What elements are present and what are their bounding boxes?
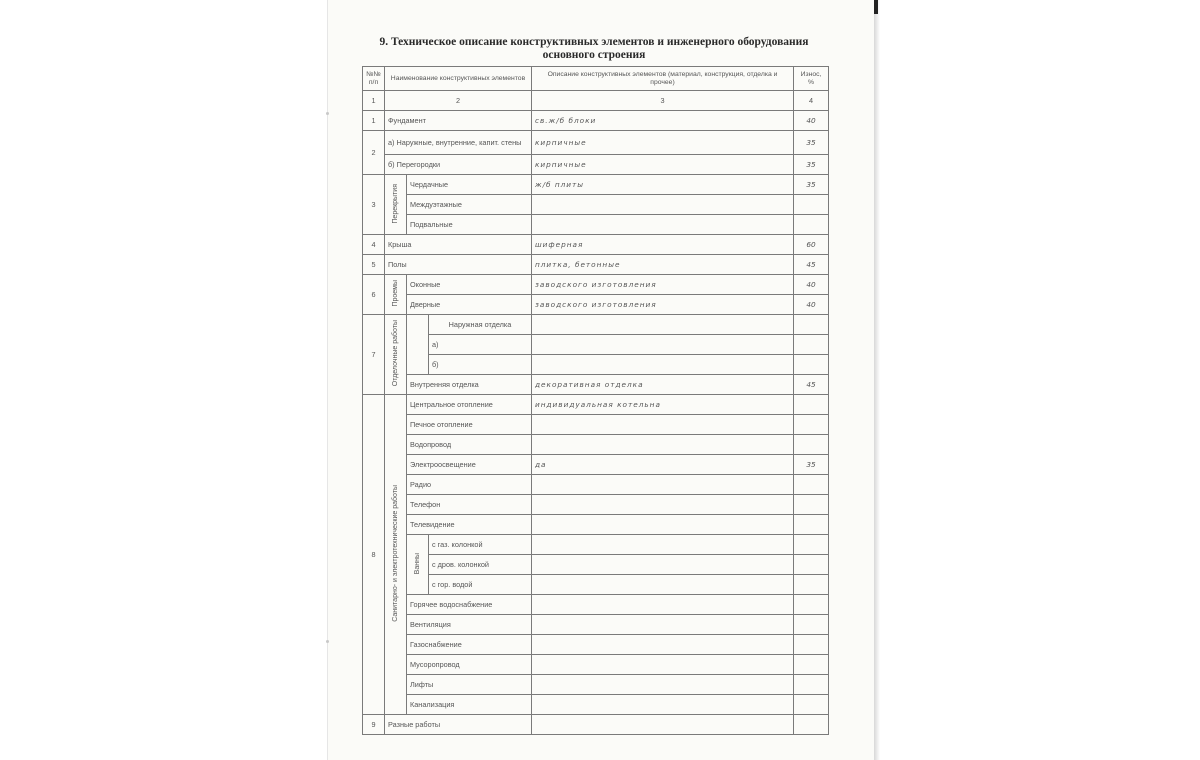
row-label: Вентиляция [407,615,532,635]
row-label: Фундамент [385,111,532,131]
row-wear [794,395,829,415]
row-label: с газ. колонкой [429,535,532,555]
table-row [363,595,829,615]
row-label: Телефон [407,495,532,515]
row-wear: 35 [794,155,829,175]
row-value: индивидуальная котельна [532,395,794,415]
header-row [363,67,829,91]
row-value [532,695,794,715]
row-value: заводского изготовления [532,275,794,295]
section-title: 9. Техническое описание конструктивных элементов и инженерного оборудования основного строения [379,36,809,61]
row-label: Мусоропровод [407,655,532,675]
row-num: 4 [363,235,385,255]
row-label: б) Перегородки [385,155,532,175]
row-wear: 35 [794,175,829,195]
row-wear [794,655,829,675]
row-wear [794,355,829,375]
row-wear [794,415,829,435]
row-label: Чердачные [407,175,532,195]
table-row [363,515,829,535]
row-wear: 40 [794,275,829,295]
bath-group-cell [407,535,429,595]
row-label: Лифты [407,675,532,695]
row-value [532,335,794,355]
row-label: Полы [385,255,532,275]
row-value: заводского изготовления [532,295,794,315]
row-value [532,495,794,515]
table-row [363,475,829,495]
row-value: плитка, бетонные [532,255,794,275]
table-row [363,675,829,695]
group-label-cell [385,315,407,395]
row-value [532,355,794,375]
header-desc: Описание конструктивных элементов (материал, конструкция, отделка и прочее) [532,67,794,91]
row-label: с гор. водой [429,575,532,595]
row-wear [794,675,829,695]
table-row [363,495,829,515]
row-wear: 60 [794,235,829,255]
row-wear: 35 [794,131,829,155]
table-row [363,455,829,475]
row-wear: 40 [794,295,829,315]
table-row [363,175,829,195]
row-wear [794,335,829,355]
row-num: 7 [363,315,385,395]
row-num: 5 [363,255,385,275]
table-row [363,215,829,235]
group-label-cell [385,395,407,715]
row-label: Телевидение [407,515,532,535]
table-row [363,635,829,655]
group-label: Ванны [413,552,421,575]
table-row [363,395,829,415]
table-row [363,195,829,215]
row-label: Канализация [407,695,532,715]
row-value: декоративная отделка [532,375,794,395]
row-value: да [532,455,794,475]
row-value: шиферная [532,235,794,255]
row-label: а) Наружные, внутренние, капит. стены [385,131,532,155]
row-label: б) [429,355,532,375]
table-row [363,415,829,435]
row-wear [794,695,829,715]
row-value [532,655,794,675]
row-wear [794,575,829,595]
row-label: Внутренняя отделка [407,375,532,395]
row-value: кирпичные [532,155,794,175]
group-label: Отделочные работы [391,320,399,387]
table-row [363,235,829,255]
table-row [363,715,829,735]
col-number-3: 3 [532,91,794,111]
col-number-1: 1 [363,91,385,111]
row-value [532,595,794,615]
row-value [532,215,794,235]
table-row [363,555,829,575]
row-num: 2 [363,131,385,175]
row-value [532,435,794,455]
table-row [363,375,829,395]
row-num: 3 [363,175,385,235]
table-row [363,575,829,595]
row-num: 9 [363,715,385,735]
table-row [363,295,829,315]
row-label: Наружная отделка [429,315,532,335]
row-value [532,555,794,575]
row-wear [794,555,829,575]
row-wear: 40 [794,111,829,131]
table-row [363,131,829,155]
table-row [363,315,829,335]
row-label: Междуэтажные [407,195,532,215]
row-value [532,715,794,735]
row-wear [794,475,829,495]
row-wear [794,595,829,615]
row-wear [794,535,829,555]
header-num: №№ п/п [363,67,385,91]
table-row [363,335,829,355]
table-row [363,355,829,375]
row-value [532,475,794,495]
row-wear [794,515,829,535]
row-label: а) [429,335,532,355]
group-label-cell [385,175,407,235]
header-wear: Износ, % [794,67,829,91]
row-label: Водопровод [407,435,532,455]
row-num: 1 [363,111,385,131]
col-number-2: 2 [385,91,532,111]
row-label: Крыша [385,235,532,255]
table-row [363,255,829,275]
row-label: Оконные [407,275,532,295]
row-value [532,515,794,535]
row-label: Печное отопление [407,415,532,435]
group-label: Перекрытия [391,183,399,224]
row-label: Радио [407,475,532,495]
table-row [363,615,829,635]
table-row [363,435,829,455]
header-name: Наименование конструктивных элементов [385,67,532,91]
row-value: кирпичные [532,131,794,155]
row-label: Подвальные [407,215,532,235]
row-num: 6 [363,275,385,315]
row-label: Разные работы [385,715,532,735]
table-row [363,155,829,175]
col-number-4: 4 [794,91,829,111]
row-value [532,315,794,335]
row-wear [794,215,829,235]
row-label: Дверные [407,295,532,315]
row-value [532,675,794,695]
row-wear [794,495,829,515]
group-label-cell [385,275,407,315]
scan-edge-mark [874,0,878,14]
row-value [532,535,794,555]
table-row [363,111,829,131]
row-label: Газоснабжение [407,635,532,655]
row-wear [794,715,829,735]
row-value [532,635,794,655]
technical-description-table [362,66,829,735]
subrow-markers [407,315,429,375]
row-wear: 35 [794,455,829,475]
row-value: ж/б плиты [532,175,794,195]
row-wear [794,615,829,635]
row-wear [794,195,829,215]
group-label: Проемы [391,280,399,307]
group-label: Санитарно- и электротехнические работы [391,485,399,622]
row-wear [794,315,829,335]
row-wear: 45 [794,255,829,275]
row-value [532,615,794,635]
column-numbers-row [363,91,829,111]
row-wear [794,435,829,455]
table-row [363,275,829,295]
row-label: Горячее водоснабжение [407,595,532,615]
row-value [532,575,794,595]
row-wear: 45 [794,375,829,395]
row-value: св.ж/б блоки [532,111,794,131]
row-num: 8 [363,395,385,715]
row-label: Электроосвещение [407,455,532,475]
row-wear [794,635,829,655]
row-value [532,195,794,215]
table-row [363,535,829,555]
table-row [363,695,829,715]
table-row [363,655,829,675]
row-label: Центральное отопление [407,395,532,415]
page-edge-shadow [874,0,880,760]
row-value [532,415,794,435]
row-label: с дров. колонкой [429,555,532,575]
